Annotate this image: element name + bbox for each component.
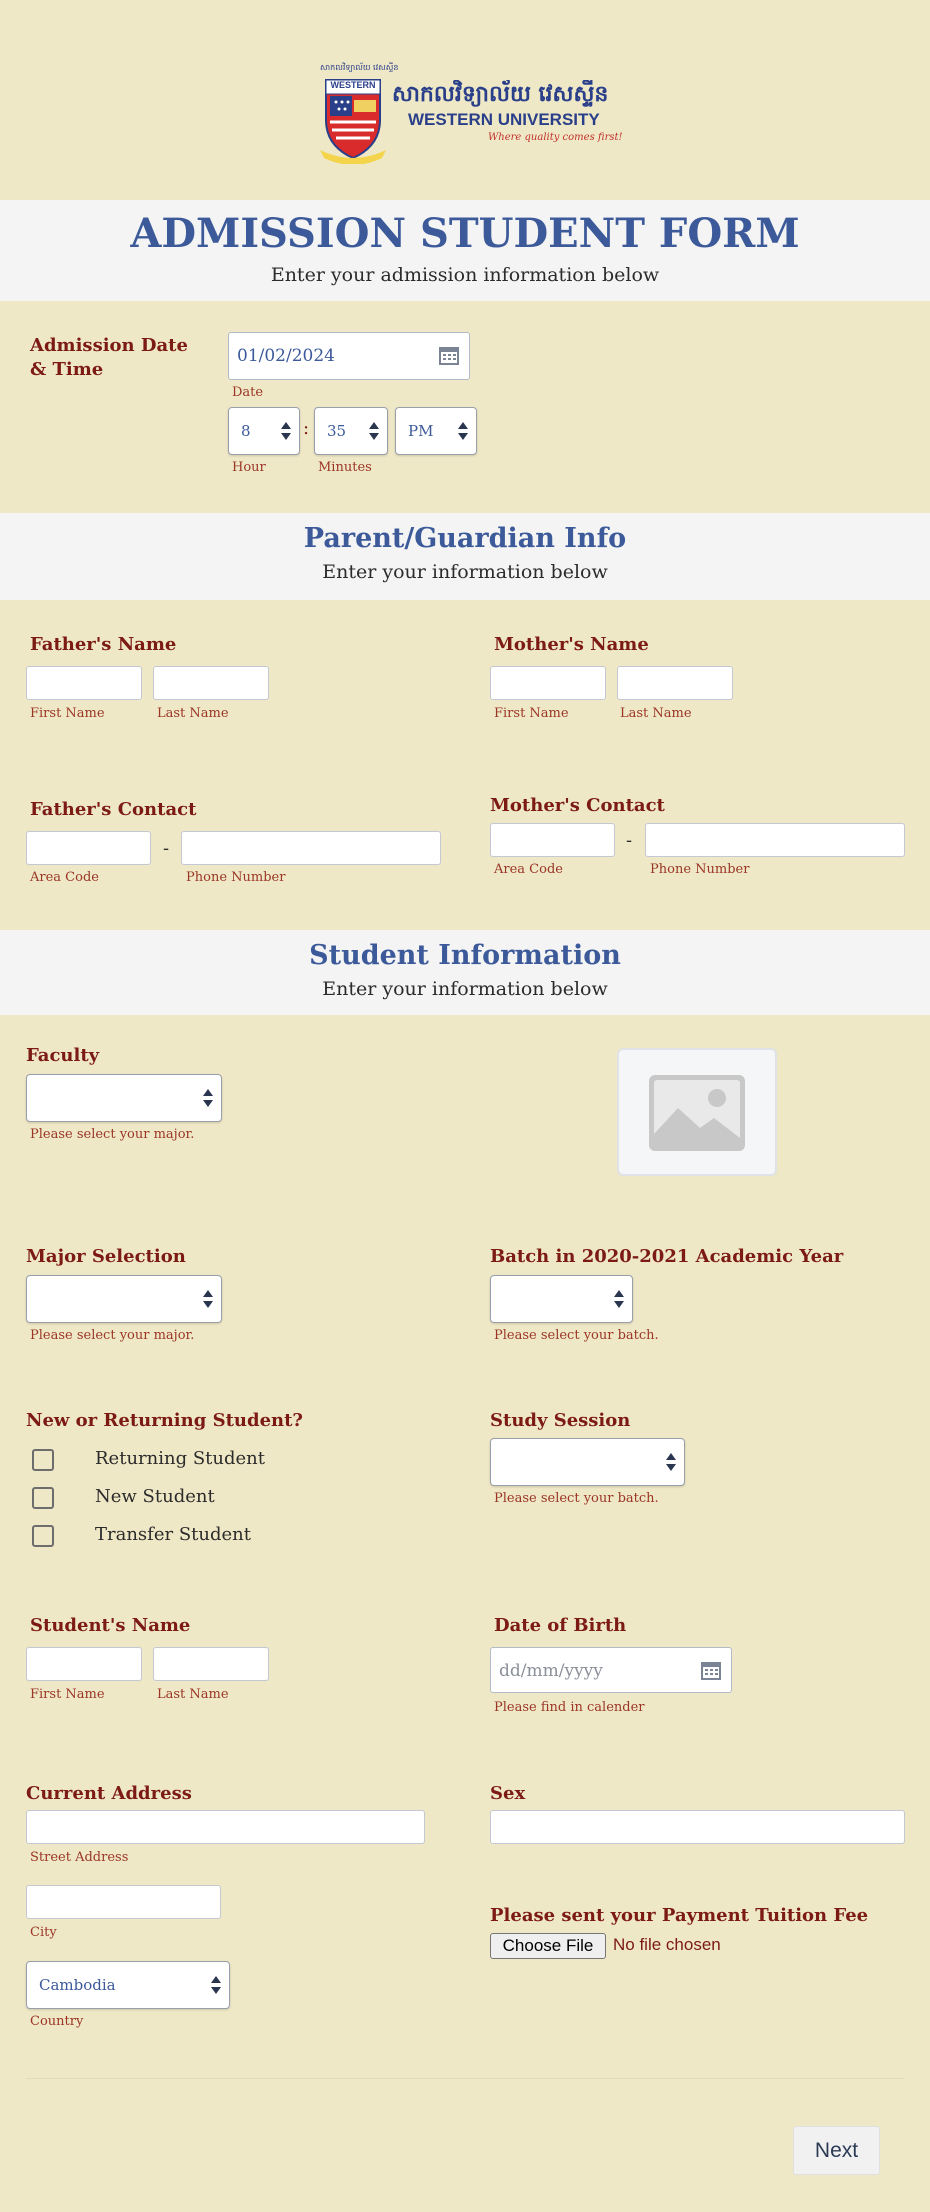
dob-placeholder: dd/mm/yyyy <box>499 1661 603 1681</box>
father-area-code-input[interactable] <box>26 831 151 865</box>
major-hint: Please select your major. <box>30 1328 195 1343</box>
street-address-sublabel: Street Address <box>30 1850 129 1865</box>
select-arrows-icon <box>369 422 379 440</box>
admission-date-sublabel: Date <box>232 385 264 400</box>
form-header <box>0 200 930 301</box>
mother-phone-sublabel: Phone Number <box>650 862 750 877</box>
city-input[interactable] <box>26 1885 221 1919</box>
mother-first-sublabel: First Name <box>494 706 569 721</box>
father-first-sublabel: First Name <box>30 706 105 721</box>
parent-section-title: Parent/Guardian Info <box>303 523 627 554</box>
logo-name-en: WESTERN UNIVERSITY <box>408 110 600 129</box>
city-sublabel: City <box>30 1925 57 1940</box>
father-last-sublabel: Last Name <box>157 706 229 721</box>
form-subtitle: Enter your admission information below <box>270 264 660 286</box>
faculty-hint: Please select your major. <box>30 1127 195 1142</box>
mother-area-code-input[interactable] <box>490 823 615 857</box>
father-last-name-input[interactable] <box>153 666 269 700</box>
session-hint: Please select your batch. <box>494 1491 659 1506</box>
father-area-sublabel: Area Code <box>30 870 99 885</box>
calendar-icon[interactable] <box>701 1660 721 1680</box>
faculty-label: Faculty <box>26 1045 100 1066</box>
major-label: Major Selection <box>26 1246 186 1267</box>
select-arrows-icon <box>203 1290 213 1308</box>
logo-khmer-top: សាកលវិទ្យាល័យ វេសស្ទីន <box>320 63 399 72</box>
next-button[interactable]: Next <box>793 2126 880 2175</box>
hour-sublabel: Hour <box>232 460 266 475</box>
batch-select[interactable] <box>490 1275 633 1323</box>
student-first-sublabel: First Name <box>30 1687 105 1702</box>
country-select[interactable] <box>26 1961 230 2009</box>
mother-name-label: Mother's Name <box>494 634 649 655</box>
mother-last-sublabel: Last Name <box>620 706 692 721</box>
time-colon: : <box>303 418 310 439</box>
faculty-select[interactable] <box>26 1074 222 1122</box>
transfer-student-label: Transfer Student <box>95 1524 251 1545</box>
admission-label: Admission Date & Time <box>30 335 188 380</box>
parent-section-header <box>0 513 930 600</box>
father-phone-dash: - <box>163 838 170 859</box>
dob-input[interactable] <box>490 1647 732 1693</box>
student-section-title: Student Information <box>309 940 621 971</box>
father-phone-input[interactable] <box>181 831 441 865</box>
student-last-name-input[interactable] <box>153 1647 269 1681</box>
minutes-sublabel: Minutes <box>318 460 372 475</box>
photo-upload-placeholder[interactable] <box>617 1048 777 1176</box>
image-placeholder-icon <box>648 1074 746 1152</box>
batch-hint: Please select your batch. <box>494 1328 659 1343</box>
address-label: Current Address <box>26 1783 192 1804</box>
footer-divider <box>26 2078 904 2079</box>
mother-phone-dash: - <box>626 830 633 851</box>
session-select[interactable] <box>490 1438 685 1486</box>
minutes-select[interactable] <box>314 407 388 455</box>
mother-first-name-input[interactable] <box>490 666 606 700</box>
father-first-name-input[interactable] <box>26 666 142 700</box>
dob-hint: Please find in calender <box>494 1700 645 1715</box>
select-arrows-icon <box>211 1976 221 1994</box>
batch-label: Batch in 2020-2021 Academic Year <box>490 1246 844 1267</box>
ampm-select[interactable] <box>395 407 477 455</box>
transfer-student-checkbox[interactable] <box>32 1525 54 1547</box>
street-address-input[interactable] <box>26 1810 425 1844</box>
mother-area-sublabel: Area Code <box>494 862 563 877</box>
returning-student-checkbox[interactable] <box>32 1449 54 1471</box>
country-sublabel: Country <box>30 2014 84 2029</box>
student-section-subtitle: Enter your information below <box>322 978 608 1000</box>
hour-select[interactable] <box>228 407 300 455</box>
logo-tagline: Where quality comes first! <box>488 132 623 143</box>
form-title: ADMISSION STUDENT FORM <box>130 210 800 257</box>
select-arrows-icon <box>458 422 468 440</box>
sex-input[interactable] <box>490 1810 905 1844</box>
calendar-icon[interactable] <box>439 345 459 365</box>
father-name-label: Father's Name <box>30 634 177 655</box>
logo-name-khmer: សាកលវិទ្យាល័យ វេសស្ទីន <box>392 81 609 107</box>
major-select[interactable] <box>26 1275 222 1323</box>
new-student-checkbox[interactable] <box>32 1487 54 1509</box>
mother-contact-label: Mother's Contact <box>490 795 665 816</box>
student-name-label: Student's Name <box>30 1615 191 1636</box>
ampm-value: PM <box>408 422 434 440</box>
student-section-header <box>0 930 930 1015</box>
university-logo <box>318 60 623 165</box>
choose-file-button[interactable]: Choose File <box>490 1933 606 1959</box>
minutes-value: 35 <box>327 422 347 440</box>
mother-last-name-input[interactable] <box>617 666 733 700</box>
no-file-text: No file chosen <box>613 1935 721 1954</box>
dob-label: Date of Birth <box>494 1615 627 1636</box>
select-arrows-icon <box>203 1089 213 1107</box>
select-arrows-icon <box>666 1453 676 1471</box>
student-last-sublabel: Last Name <box>157 1687 229 1702</box>
sex-label: Sex <box>490 1783 526 1804</box>
select-arrows-icon <box>614 1290 624 1308</box>
session-label: Study Session <box>490 1410 631 1431</box>
admission-date-value: 01/02/2024 <box>237 346 335 366</box>
admission-date-input[interactable] <box>228 332 470 380</box>
returning-student-label: Returning Student <box>95 1448 265 1469</box>
father-contact-label: Father's Contact <box>30 799 197 820</box>
new-student-label: New Student <box>95 1486 215 1507</box>
logo-shield-text: WESTERN <box>330 80 376 90</box>
student-type-label: New or Returning Student? <box>26 1410 303 1431</box>
country-value: Cambodia <box>39 1976 116 1994</box>
father-phone-sublabel: Phone Number <box>186 870 286 885</box>
payment-label: Please sent your Payment Tuition Fee <box>490 1905 869 1926</box>
parent-section-subtitle: Enter your information below <box>322 561 608 583</box>
hour-value: 8 <box>241 422 251 440</box>
student-first-name-input[interactable] <box>26 1647 142 1681</box>
mother-phone-input[interactable] <box>645 823 905 857</box>
select-arrows-icon <box>281 422 291 440</box>
